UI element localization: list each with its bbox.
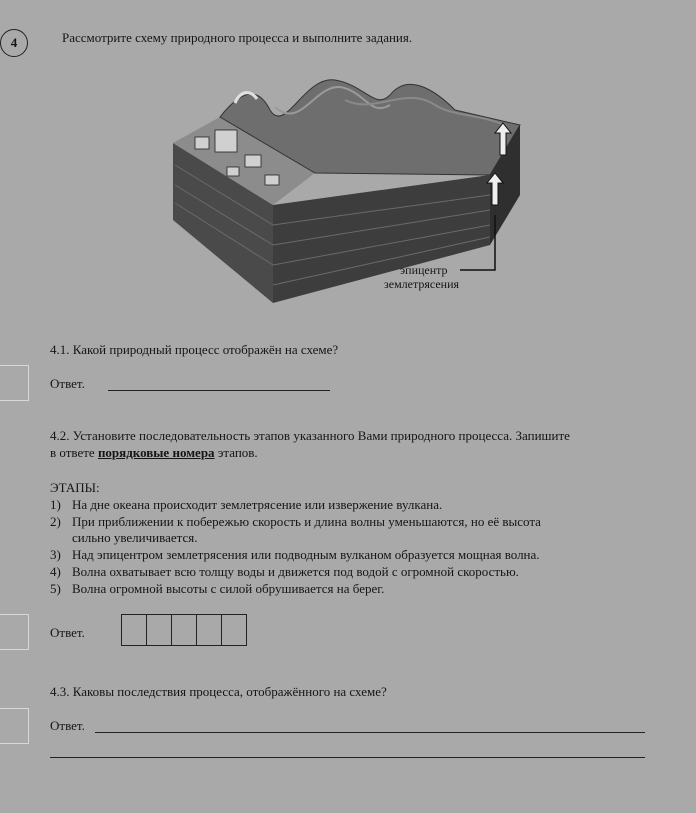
stage-text: Над эпицентром землетрясения или подводным вулканом образуется мощная волна.: [72, 547, 540, 562]
tsunami-diagram: [165, 55, 535, 310]
answer-cell[interactable]: [171, 614, 197, 646]
q2-score-box: [0, 614, 29, 650]
q3-question: 4.3. Каковы последствия процесса, отображённого на схеме?: [50, 684, 387, 699]
q3-answer-line-2[interactable]: [50, 757, 645, 758]
answer-cell[interactable]: [146, 614, 172, 646]
q1-score-box: [0, 365, 29, 401]
stage-item: [50, 514, 541, 530]
answer-cell[interactable]: [121, 614, 147, 646]
epicenter-label-1: эпицентр: [400, 263, 448, 277]
stage-item: [50, 564, 519, 580]
q2-answer-cells: [122, 614, 247, 646]
q2-line2-after: этапов.: [214, 445, 258, 460]
task-number-badge: 4: [0, 29, 28, 57]
q1-answer-label: Ответ.: [50, 376, 85, 391]
stage-number: 2): [50, 514, 61, 529]
stage-item: [50, 497, 442, 513]
stage-text: Волна огромной высоты с силой обрушивается на берег.: [72, 581, 385, 596]
task-instruction: Рассмотрите схему природного процесса и выполните задания.: [62, 30, 413, 45]
q2-answer-label: Ответ.: [50, 625, 85, 640]
stages-title: ЭТАПЫ:: [50, 480, 100, 495]
q3-score-box: [0, 708, 29, 744]
q2-text-line2: [50, 445, 258, 461]
q2-line2-emph: порядковые номера: [97, 445, 215, 460]
q2-line2-before: в ответе: [50, 445, 98, 460]
stage-text: При приближении к побережью скорость и длина волны уменьшаются, но её высота: [72, 514, 541, 529]
epicenter-label-2: землетрясения: [384, 277, 460, 291]
stage-number: 3): [50, 547, 61, 562]
stage-item: [50, 547, 540, 563]
stage-text: сильно увеличивается.: [72, 530, 198, 545]
q2-text-line1: 4.2. Установите последовательность этапов указанного Вами природного процесса. Запишите: [50, 428, 570, 443]
answer-cell[interactable]: [196, 614, 222, 646]
stage-item: [50, 530, 197, 546]
stage-text: На дне океана происходит землетрясение или извержение вулкана.: [72, 497, 443, 512]
q3-answer-line-1[interactable]: [95, 732, 645, 733]
stage-number: 5): [50, 581, 61, 596]
answer-cell[interactable]: [221, 614, 247, 646]
stage-item: [50, 581, 384, 597]
q1-answer-line[interactable]: [108, 390, 330, 391]
stage-number: 1): [50, 497, 61, 512]
q3-answer-label: Ответ.: [50, 718, 85, 733]
q1-question: 4.1. Какой природный процесс отображён на схеме?: [50, 342, 339, 357]
stage-text: Волна охватывает всю толщу воды и движется под водой с огромной скоростью.: [72, 564, 519, 579]
stage-number: 4): [50, 564, 61, 579]
